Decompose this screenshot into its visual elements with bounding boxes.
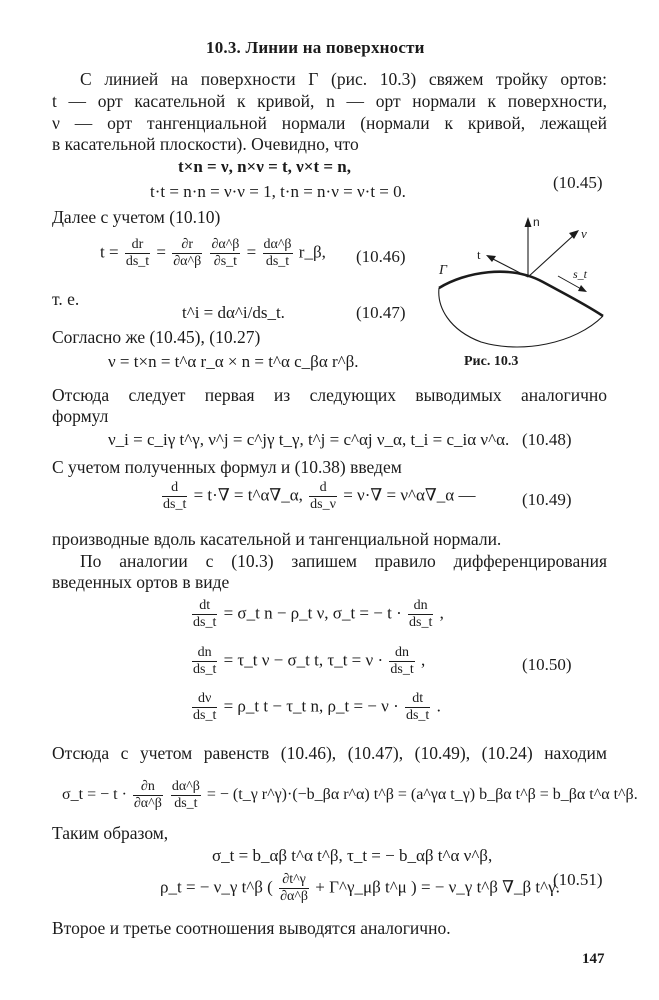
arrowhead-st — [578, 285, 587, 292]
label-nu: ν — [581, 226, 587, 241]
paragraph-line: введенных ортов в виде — [52, 572, 230, 592]
equation-10-46: t = $\frac{dr}{ds\_t}$ = $\frac{\partial r}{\partial\alpha\^{}\beta}$ $\frac{\partial\alpha\^{}\beta}{\partial s\_t}$ = $\frac{d\alpha\^{}\beta}{ds\_t}$ r_β, — [100, 237, 326, 269]
equation-number: (10.51) — [553, 870, 603, 889]
paragraph-line: Далее с учетом (10.10) — [52, 207, 221, 227]
equation-10-50-row1: $\frac{dt}{ds\_t}$ = σ_t n − ρ_t ν, σ_t = − t · $\frac{dn}{ds\_t}$ , — [193, 598, 444, 630]
paragraph-line: Согласно же (10.45), (10.27) — [52, 327, 261, 347]
paragraph-line: С учетом полученных формул и (10.38) введем — [52, 457, 402, 477]
equation-10-50-row3: $\frac{d\nu}{ds\_t}$ = ρ_t t − τ_t n, ρ_t = − ν · $\frac{dt}{ds\_t}$ . — [193, 691, 441, 723]
paragraph-line: Отсюда следует первая из следующих выводимых аналогично — [52, 385, 607, 405]
equation-10-45-line2: t·t = n·n = ν·ν = 1, t·n = n·ν = ν·t = 0. — [150, 182, 406, 201]
paragraph-line: Таким образом, — [52, 823, 169, 843]
equation-number: (10.45) — [553, 173, 603, 192]
figure-caption: Рис. 10.3 — [464, 354, 519, 369]
paragraph-line: производные вдоль касательной и тангенциальной нормали. — [52, 529, 502, 549]
page-number: 147 — [582, 951, 605, 967]
equation-10-51-line1: σ_t = b_αβ t^α t^β, τ_t = − b_αβ t^α ν^β, — [212, 846, 493, 865]
arrowhead-t — [486, 255, 496, 262]
arrow-t — [491, 258, 528, 277]
equation-nu: ν = t×n = t^α r_α × n = t^α c_βα r^β. — [108, 352, 359, 371]
label-n: n — [533, 215, 540, 229]
arrowhead-n — [525, 217, 532, 227]
figure-10-3 — [425, 212, 615, 362]
arrow-nu — [528, 234, 575, 277]
equation-number: (10.48) — [522, 430, 572, 449]
equation-10-50-row2: $\frac{dn}{ds\_t}$ = τ_t ν − σ_t t, τ_t = ν · $\frac{dn}{ds\_t}$ , — [193, 645, 426, 677]
paragraph-line: формул — [52, 406, 109, 426]
equation-10-47: t^i = dα^i/ds_t. — [182, 303, 285, 322]
equation-number: (10.46) — [356, 247, 406, 266]
equation-10-48: ν_i = c_iγ t^γ, ν^j = c^jγ t_γ, t^j = c^αj ν_α, t_i = c_iα ν^α. — [108, 430, 510, 449]
paragraph-line: Отсюда с учетом равенств (10.46), (10.47), (10.49), (10.24) находим — [52, 743, 607, 763]
paragraph-line: t — орт касательной к кривой, n — орт нормали к поверхности, — [52, 91, 607, 111]
section-title: 10.3. Линии на поверхности — [206, 38, 425, 57]
paragraph-line: Второе и третье соотношения выводятся аналогично. — [52, 918, 451, 938]
paragraph-line: ν — орт тангенциальной нормали (нормали к кривой, лежащей — [52, 113, 607, 133]
equation-number: (10.50) — [522, 655, 572, 674]
equation-10-45-line1: t×n = ν, n×ν = t, ν×t = n, — [178, 157, 352, 176]
equation-10-49: $\frac{d}{ds\_t}$ = t·∇ = t^α∇_α, $\frac{d}{ds\_\nu}$ = ν·∇ = ν^α∇_α — — [163, 480, 476, 512]
paragraph-line: т. е. — [52, 289, 80, 309]
label-st: s_t — [573, 267, 588, 281]
equation-sigma: σ_t = − t · $\frac{\partial n}{\partial\alpha\^{}\beta}$ $\frac{d\alpha\^{}\beta}{ds\_t}$ = − (t_γ r^γ)·(−b_βα r^α) t^β = (a^γα t_γ) b_βα t^β = b_βα t^α t^β. — [62, 779, 638, 811]
paragraph-line: в касательной плоскости). Очевидно, что — [52, 134, 359, 154]
paragraph-line: По аналогии с (10.3) запишем правило дифференцирования — [80, 551, 607, 571]
equation-10-51-line2: ρ_t = − ν_γ t^β ( $\frac{\partial t\^{}\gamma}{\partial\alpha\^{}\beta}$ + Γ^γ_μβ t^μ ) = − ν_γ t^β ∇_β t^γ. — [160, 872, 560, 904]
equation-number: (10.47) — [356, 303, 406, 322]
equation-number: (10.49) — [522, 490, 572, 509]
paragraph-line: С линией на поверхности Γ (рис. 10.3) свяжем тройку ортов: — [80, 69, 607, 89]
surface-outline — [439, 288, 603, 347]
label-gamma: Γ — [439, 263, 447, 278]
label-t: t — [477, 247, 481, 262]
